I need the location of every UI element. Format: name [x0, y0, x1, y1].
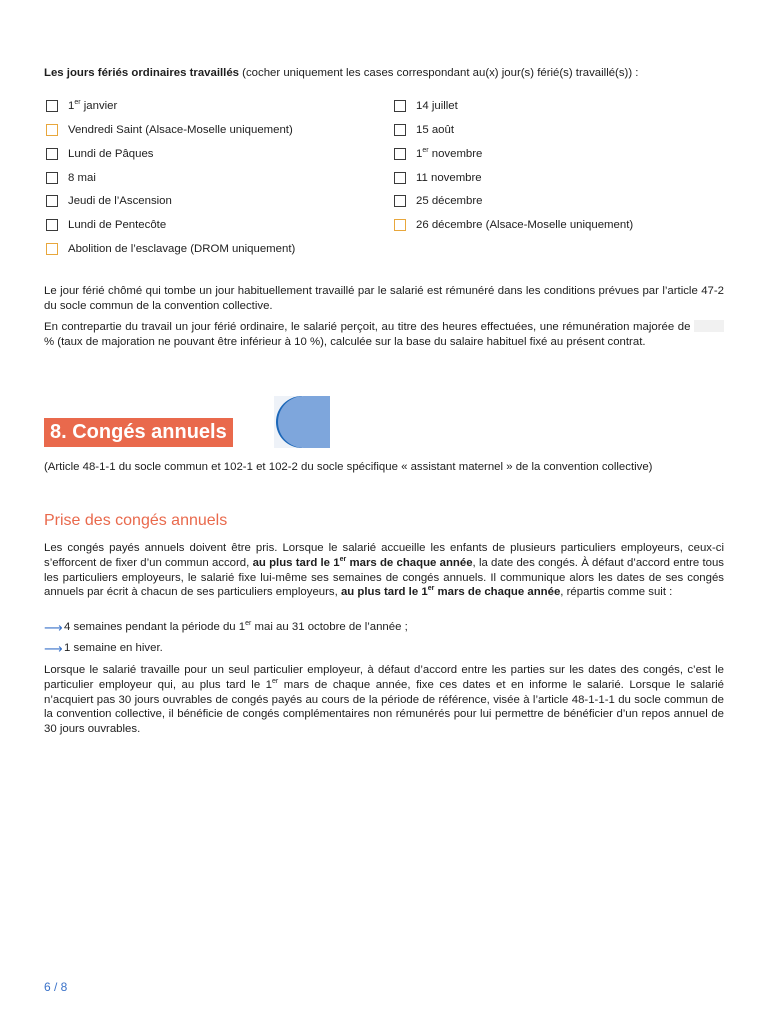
holiday-checkbox[interactable] — [46, 219, 58, 231]
arrow-right-icon: ⟶ — [44, 641, 63, 656]
holiday-row — [46, 97, 117, 114]
holiday-label: Vendredi Saint (Alsace-Moselle uniquement) — [68, 123, 293, 136]
holiday-row — [394, 216, 633, 233]
holiday-label: 11 novembre — [416, 171, 482, 184]
holiday-checkbox[interactable] — [46, 172, 58, 184]
holiday-label: 1er novembre — [416, 146, 483, 160]
holiday-checkbox[interactable] — [394, 172, 406, 184]
page-number: 6 / 8 — [44, 980, 68, 994]
holiday-checkbox[interactable] — [394, 148, 406, 160]
conges-paragraph-1: Les congés payés annuels doivent être pris. Lorsque le salarié accueille les enfants de plusieurs particuliers employeurs, ceux-ci s’efforcent de fixer d’un commun accord, au plus tard le 1er mars de chaque année, la date des congés. À défaut d’accord entre tous les particuliers employeurs, le salarié fixe lui-même ses semaines de congés annuels. Il communique alors les dates de ses congés annuels par écrit à chacun de ses particuliers employeurs, au plus tard le 1er mars de chaque année, répartis comme suit : — [44, 542, 724, 599]
holiday-row — [46, 240, 295, 257]
holiday-label: 26 décembre (Alsace-Moselle uniquement) — [416, 218, 634, 231]
holiday-row — [46, 145, 154, 162]
holiday-label: Lundi de Pentecôte — [68, 218, 167, 231]
intro-rest: (cocher uniquement les cases correspondant au(x) jour(s) férié(s) travaillé(s)) : — [242, 67, 639, 79]
holiday-checkbox[interactable] — [394, 100, 406, 112]
holiday-checkbox[interactable] — [394, 195, 406, 207]
list-item — [44, 620, 408, 635]
majoration-rate-field[interactable] — [694, 320, 724, 332]
holiday-row — [46, 169, 96, 186]
holiday-row — [394, 121, 454, 138]
majoration-paragraph: En contrepartie du travail un jour férié ordinaire, le salarié perçoit, au titre des heures effectuées, une rémunération majorée de % (taux de majoration ne pouvant être inférieur à 10 %), calculée sur la base du salaire habituel fixé au présent contrat. — [44, 320, 724, 350]
holiday-checkbox[interactable] — [394, 219, 406, 231]
subsection-title: Prise des congés annuels — [44, 512, 228, 529]
paid-holiday-paragraph: Le jour férié chômé qui tombe un jour habituellement travaillé par le salarié est rémunéré dans les conditions prévues par l’article 47-2 du socle commun de la convention collective. — [44, 285, 724, 312]
holiday-checkbox[interactable] — [46, 124, 58, 136]
holiday-row — [394, 169, 482, 186]
section-article-reference: (Article 48-1-1 du socle commun et 102-1 et 102-2 du socle spécifique « assistant maternel » de la convention collective) — [44, 461, 653, 473]
holiday-checkbox[interactable] — [46, 100, 58, 112]
list-item — [44, 641, 163, 656]
holiday-label: 14 juillet — [416, 99, 458, 112]
holiday-checkbox[interactable] — [394, 124, 406, 136]
conges-paragraph-2: Lorsque le salarié travaille pour un seul particulier employeur, à défaut d’accord entre les parties sur les dates des congés, c’est le particulier employeur qui, au plus tard le 1er mars de chaque année, fixe ces dates et en informe le salarié. Lorsque le salarié n’acquiert pas 30 jours ouvrables de congés payés au cours de la période de référence, visée à l’article 48-1-1-1 du socle commun de la convention collective, il bénéficie de congés complémentaires non rémunérés pour lui permettre de bénéficier d’un repos annuel de 30 jours ouvrables. — [44, 664, 724, 736]
holiday-checkbox[interactable] — [46, 148, 58, 160]
holiday-row — [394, 192, 483, 209]
holiday-label: 15 août — [416, 123, 455, 136]
holiday-row — [394, 145, 482, 162]
holiday-checkbox[interactable] — [46, 195, 58, 207]
section-title: 8. Congés annuels — [44, 418, 233, 447]
intro-bold: Les jours fériés ordinaires travaillés — [44, 67, 239, 79]
holiday-label: Abolition de l’esclavage (DROM uniquement) — [68, 242, 296, 255]
holiday-row — [46, 192, 172, 209]
holiday-label: 8 mai — [68, 171, 96, 184]
holiday-label: Lundi de Pâques — [68, 147, 154, 160]
holiday-row — [46, 216, 166, 233]
holiday-row — [46, 121, 293, 138]
holiday-label: 1er janvier — [68, 98, 118, 112]
holiday-checkbox[interactable] — [46, 243, 58, 255]
holidays-intro — [44, 66, 724, 81]
holiday-label: 25 décembre — [416, 194, 483, 207]
convention-logo — [274, 396, 330, 448]
list-item-text: 4 semaines pendant la période du 1er mai au 31 octobre de l’année ; — [64, 620, 408, 633]
holiday-row — [394, 97, 458, 114]
arrow-right-icon: ⟶ — [44, 620, 63, 635]
holiday-label: Jeudi de l’Ascension — [68, 194, 172, 207]
list-item-text: 1 semaine en hiver. — [64, 642, 163, 654]
